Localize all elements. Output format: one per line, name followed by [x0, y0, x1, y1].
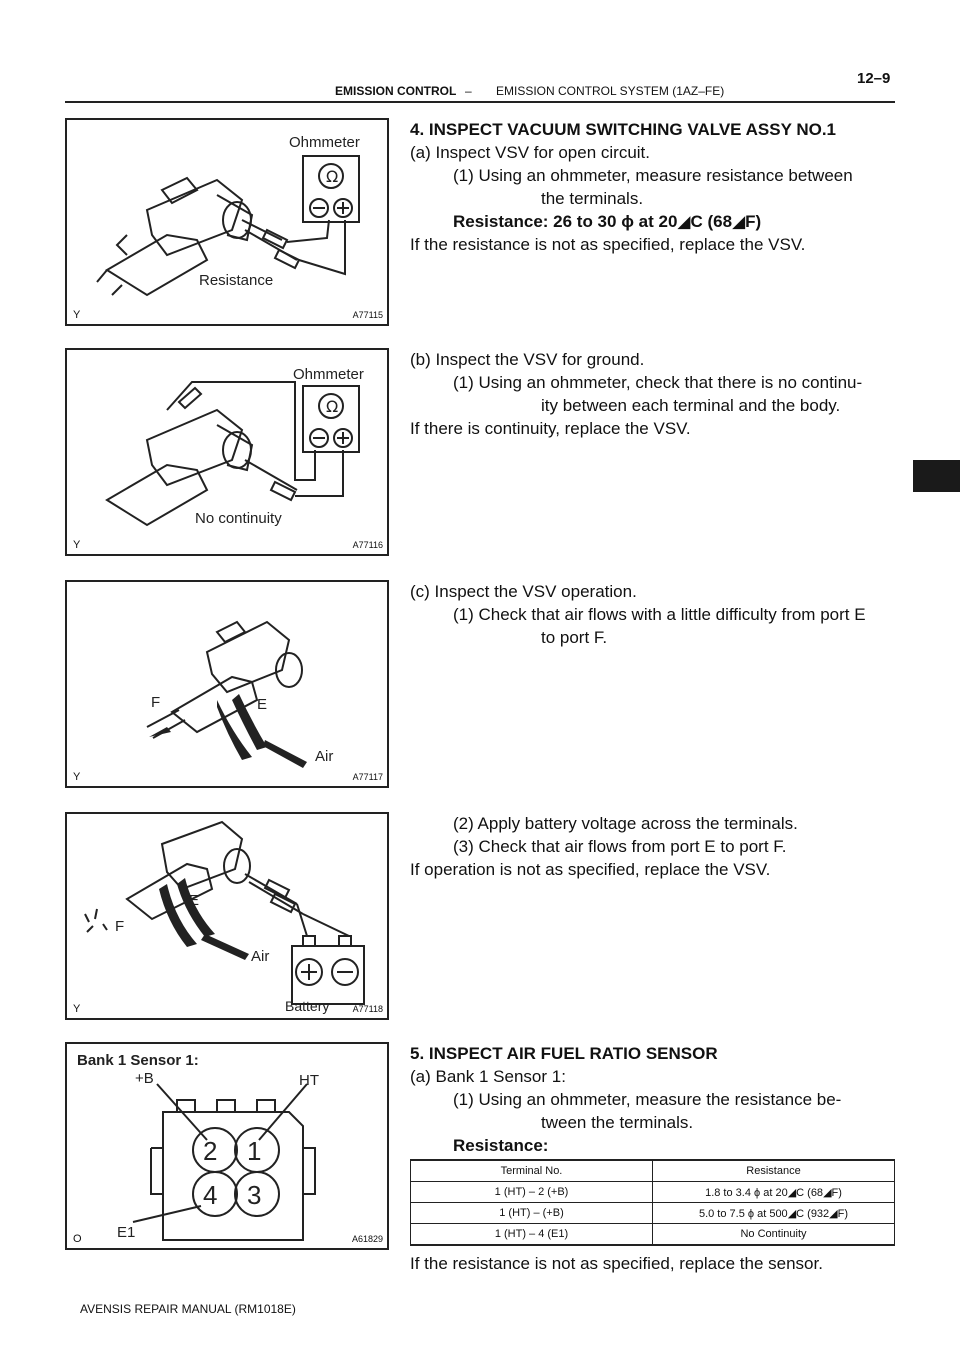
degree-c-icon: ◢C	[787, 1186, 805, 1199]
degree-c-icon: ◢C	[787, 1207, 805, 1220]
figure-vsv-ground	[65, 348, 389, 556]
figure-code: A77117	[352, 772, 383, 782]
step-4b: (b) Inspect the VSV for ground.	[410, 350, 645, 369]
port-f-label: F	[115, 918, 125, 935]
port-f-label: F	[151, 694, 161, 711]
section-tab-marker	[913, 460, 960, 492]
cell-text: )	[844, 1207, 849, 1220]
step-5a: (a) Bank 1 Sensor 1:	[410, 1067, 566, 1086]
svg-text:Ω: Ω	[326, 167, 339, 186]
spec-5a-label: Resistance:	[453, 1136, 549, 1155]
table-header-row	[411, 1160, 895, 1182]
figure-mark: Y	[73, 539, 81, 551]
figure-mark: Y	[73, 1003, 81, 1015]
step-4c3: (3) Check that air flows from port E to port F.	[453, 837, 787, 856]
section5-title: 5. INSPECT AIR FUEL RATIO SENSOR	[410, 1044, 718, 1063]
figure-mark: O	[73, 1233, 82, 1245]
step-4c1-line1: (1) Check that air flows with a little difficulty from port E	[453, 605, 866, 624]
figure-vsv-operation	[65, 580, 389, 788]
resistance-table	[410, 1159, 895, 1246]
cell-text: (68	[804, 1186, 824, 1199]
spec-4a	[410, 210, 761, 233]
step-4a: (a) Inspect VSV for open circuit.	[410, 143, 650, 162]
step-5a1-line1: (1) Using an ohmmeter, measure the resistance be-	[453, 1090, 842, 1109]
spec-4a-end: )	[755, 212, 762, 231]
port-e-label: E	[257, 696, 268, 713]
step-4b1-line1: (1) Using an ohmmeter, check that there is no continu-	[453, 373, 863, 392]
table-cell: 1 (HT) – 2 (+B)	[411, 1182, 653, 1203]
air-label: Air	[251, 948, 270, 965]
table-cell	[653, 1203, 895, 1224]
note-5a: If the resistance is not as specified, replace the sensor.	[410, 1254, 823, 1273]
step-4b1-line2: ity between each terminal and the body.	[541, 396, 841, 415]
svg-text:Ω: Ω	[326, 397, 339, 416]
header-rule	[65, 101, 895, 103]
pin-4: 4	[203, 1180, 218, 1210]
degree-f-icon: ◢F	[829, 1207, 845, 1220]
step-4c2: (2) Apply battery voltage across the terminals.	[453, 814, 798, 833]
table-cell: 1 (HT) – (+B)	[411, 1203, 653, 1224]
table-header-cell: Resistance	[653, 1160, 895, 1182]
bank1-sensor1-label: Bank 1 Sensor 1:	[77, 1052, 199, 1069]
vsv-battery-illustration	[67, 814, 389, 1020]
header-subsection: EMISSION CONTROL SYSTEM (1AZ–FE)	[496, 84, 725, 98]
resistance-label: Resistance	[199, 272, 274, 289]
note-4b: If there is continuity, replace the VSV.	[410, 419, 691, 438]
note-4c: If operation is not as specified, replace the VSV.	[410, 860, 771, 879]
header-section: EMISSION CONTROL	[335, 84, 457, 98]
table-row	[411, 1182, 895, 1203]
figure-mark: Y	[73, 771, 81, 783]
step-4a1-line1: (1) Using an ohmmeter, measure resistance between	[453, 166, 853, 185]
degree-f-icon: ◢F	[732, 212, 756, 231]
air-label: Air	[315, 748, 334, 765]
figure-vsv-resistance	[65, 118, 389, 326]
step-4c1-line2: to port F.	[541, 628, 608, 647]
vsv-airflow-illustration	[67, 582, 389, 788]
ht-label: HT	[299, 1072, 319, 1089]
note-4a: If the resistance is not as specified, replace the VSV.	[410, 235, 806, 254]
e1-label: E1	[117, 1224, 136, 1241]
table-cell: 1 (HT) – 4 (E1)	[411, 1224, 653, 1246]
figure-code: A61829	[351, 1234, 383, 1244]
table-row	[411, 1203, 895, 1224]
cell-text: )	[838, 1186, 842, 1199]
figure-code: A77116	[352, 540, 383, 550]
page-footer: AVENSIS REPAIR MANUAL (RM1018E)	[80, 1302, 296, 1316]
section4-title: 4. INSPECT VACUUM SWITCHING VALVE ASSY NO.1	[410, 120, 836, 139]
ohmmeter-label: Ohmmeter	[289, 134, 360, 151]
degree-c-icon: ◢C	[677, 212, 703, 231]
page-number: 12–9	[857, 70, 891, 87]
step-4c: (c) Inspect the VSV operation.	[410, 582, 637, 601]
figure-code: A77118	[352, 1004, 383, 1014]
step-5a1-line2: tween the terminals.	[541, 1113, 694, 1132]
table-cell	[653, 1182, 895, 1203]
cell-text: (932	[804, 1207, 830, 1220]
degree-f-icon: ◢F	[823, 1186, 839, 1199]
battery-label: Battery	[285, 998, 330, 1014]
spec-4a-text: Resistance: 26 to 30 ϕ at 20	[453, 212, 678, 231]
cell-text: 1.8 to 3.4 ϕ at 20	[705, 1186, 788, 1199]
figure-code: A77115	[352, 310, 383, 320]
port-e-label: E	[189, 892, 200, 909]
figure-vsv-battery	[65, 812, 389, 1020]
pin-2: 2	[203, 1136, 218, 1166]
no-continuity-label: No continuity	[195, 510, 282, 527]
table-cell: No Continuity	[653, 1224, 895, 1246]
figure-af-sensor-connector	[65, 1042, 389, 1250]
figure-mark: Y	[73, 309, 81, 321]
pin-3: 3	[247, 1180, 262, 1210]
cell-text: 5.0 to 7.5 ϕ at 500	[698, 1207, 788, 1220]
table-header-cell: Terminal No.	[411, 1160, 653, 1182]
plus-b-label: +B	[135, 1070, 154, 1087]
spec-4a-mid: (68	[702, 212, 733, 231]
sensor-connector-illustration	[67, 1044, 389, 1250]
step-4a1-line2: the terminals.	[541, 189, 644, 208]
ohmmeter-label: Ohmmeter	[293, 366, 364, 383]
header-dash: –	[465, 84, 472, 98]
pin-1: 1	[247, 1136, 262, 1166]
table-row	[411, 1224, 895, 1246]
